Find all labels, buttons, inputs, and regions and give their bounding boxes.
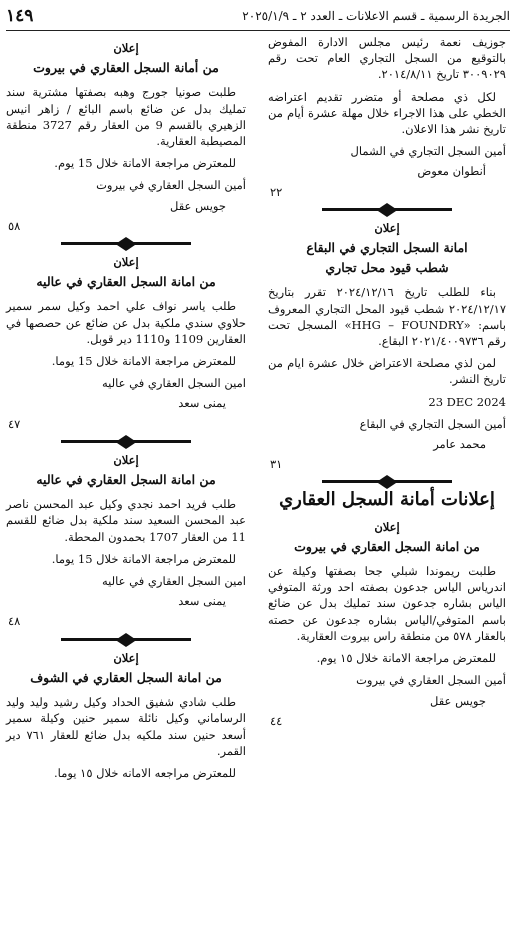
- gazette-title: الجريدة الرسمية ـ قسم الاعلانات ـ العدد ٢ ـ ٢٠٢٥/١/٩: [242, 9, 510, 23]
- notice-caption: إعلان: [374, 519, 400, 534]
- separator-ornament: [6, 436, 246, 446]
- separator-ornament: [6, 238, 246, 248]
- header-rule: [6, 30, 510, 31]
- notice-31: [268, 220, 506, 473]
- signatory-name: جويس عقل: [170, 198, 226, 213]
- page-header: [6, 6, 510, 28]
- right-column: [268, 34, 506, 733]
- notice-heading: امانة السجل التجاري في البقاع: [306, 240, 468, 256]
- signatory-office: أمين السجل العقاري في بيروت: [96, 178, 246, 193]
- notice-number: ٥٨: [8, 218, 21, 233]
- notice-objection: للمعترض مراجعة الامانة خلال 15 يوم.: [54, 156, 236, 171]
- notice-objection: للمعترض مراجعة الامانة خلال ١٥ يوم.: [316, 651, 496, 666]
- notice-caption: إعلان: [113, 452, 139, 467]
- notice-47: [6, 254, 246, 432]
- notice-number: ٤٧: [8, 416, 21, 431]
- notice-objection: للمعترض مراجعة الامانة خلال 15 يوما.: [51, 354, 236, 369]
- notice-text: جوزيف نعمة رئيس مجلس الادارة المفوض بالتوقيع من السجل التجاري العام تحت رقم ٣٠٠٩٠٢٩ تاريخ ٢٠١٤/٨/١١.: [268, 35, 506, 82]
- signatory-office: أمين السجل العقاري في بيروت: [356, 673, 506, 688]
- notice-number: ٢٢: [270, 184, 283, 199]
- notice-heading: من امانة السجل العقاري في بيروت: [294, 538, 480, 554]
- notice-heading: من أمانة السجل العقاري في بيروت: [33, 60, 219, 76]
- notice-text: طلب فريد احمد نجدي وكيل عبد المحسن ناصر عبد المحسن السعيد سند ملكية بدل ضائع للقسم 11 من العقار 1707 بحمدون المحطة.: [6, 497, 246, 544]
- notice-44: [268, 519, 506, 729]
- notice-number: ٣١: [270, 457, 283, 472]
- notice-text: طلب شادي شفيق الحداد وكيل رشيد وليد وليد الرساماني وكيل نائلة سمير حنين وكيلة سمير أسعد حنين سند ملكيه بدل ضائع للعقار ٧٦١ دير القمر.: [6, 695, 246, 758]
- signatory-name: يمنى سعد: [178, 594, 226, 609]
- page-number: ١٤٩: [6, 6, 34, 26]
- notice-number: ٤٨: [8, 614, 21, 629]
- section-title: إعلانات أمانة السجل العقاري: [279, 489, 495, 511]
- signatory-office: أمين السجل التجاري في الشمال: [350, 144, 506, 159]
- signatory-name: يمنى سعد: [178, 396, 226, 411]
- notice-48: [6, 452, 246, 630]
- notice-heading: من امانة السجل العقاري في عاليه: [36, 472, 216, 488]
- notice-objection: لمن لذي مصلحة الاعتراض خلال عشرة ايام من تاريخ النشر.: [268, 356, 506, 387]
- notice-objection: لكل ذي مصلحة أو متضرر تقديم اعتراضه الخطي على هذا الاجراء خلال مهلة عشرة أيام من تاريخ نشر هذا الاعلان.: [268, 89, 506, 137]
- notice-text: طلبت ريموندا شبلي جحا بصفتها وكيلة عن اندرياس الياس جدعون بصفته احد ورثة المتوفي الياس بشاره جدعون سند تمليك بدل عن ضائع باسم المتوفي/الياس بشاره جدعون عن حصته بالعقار ٥٧٨ من منطقة راس بيروت العقارية.: [268, 564, 506, 643]
- notice-date: 23 DEC 2024: [428, 394, 506, 409]
- signatory-office: امين السجل العقاري في عاليه: [101, 376, 246, 391]
- notice-shouf: [6, 650, 246, 781]
- notice-58: [6, 40, 246, 234]
- signatory-office: أمين السجل التجاري في البقاع: [359, 416, 506, 431]
- notice-number: ٤٤: [270, 713, 283, 728]
- notice-objection: للمعترض مراجعة الامانة خلال 15 يوما.: [51, 551, 236, 566]
- signatory-office: امين السجل العقاري في عاليه: [101, 574, 246, 589]
- notice-text: بناء للطلب تاريخ ٢٠٢٤/١٢/١٦ تقرر بتاريخ ٢٠٢٤/١٢/١٧ شطب قيود المحل التجاري المعروف باسم: «HHG – FOUNDRY» المسجل تحت رقم ٢٠٢١/٤٠٠٩٧٣٦ البقاع.: [268, 285, 506, 349]
- separator-ornament: [268, 204, 506, 214]
- notice-22: [268, 34, 506, 200]
- notice-heading: من امانة السجل العقاري في عاليه: [36, 274, 216, 290]
- notice-subheading: شطب قيود محل تجاري: [325, 260, 449, 276]
- notice-text: طلبت صونيا جورج وهبه بصفتها مشترية سند تمليك بدل عن ضائع باسم البائع / زاهر انيس الزهيري بالقسم 9 من العقار رقم 3727 منطقة المصيطبة العقارية.: [6, 85, 246, 149]
- signatory-name: جويس عقل: [430, 693, 486, 708]
- left-column: [6, 34, 246, 787]
- notice-text: طلب ياسر نواف علي احمد وكيل سمر سمير حلاوي سندي ملكية بدل عن ضائع عن حصصها في العقارين 1109 و1110 دير قوبل.: [6, 299, 246, 346]
- notice-caption: إعلان: [113, 255, 139, 270]
- signatory-name: أنطوان معوض: [417, 164, 486, 179]
- notice-caption: إعلان: [113, 41, 139, 55]
- notice-heading: من امانة السجل العقاري في الشوف: [30, 669, 222, 685]
- separator-ornament: [268, 476, 506, 486]
- signatory-name: محمد عامر: [433, 437, 486, 452]
- notice-objection: للمعترض مراجعه الامانه خلال ١٥ يوما.: [54, 765, 236, 780]
- separator-ornament: [6, 634, 246, 644]
- notice-caption: إعلان: [374, 220, 400, 235]
- notice-caption: إعلان: [113, 650, 139, 665]
